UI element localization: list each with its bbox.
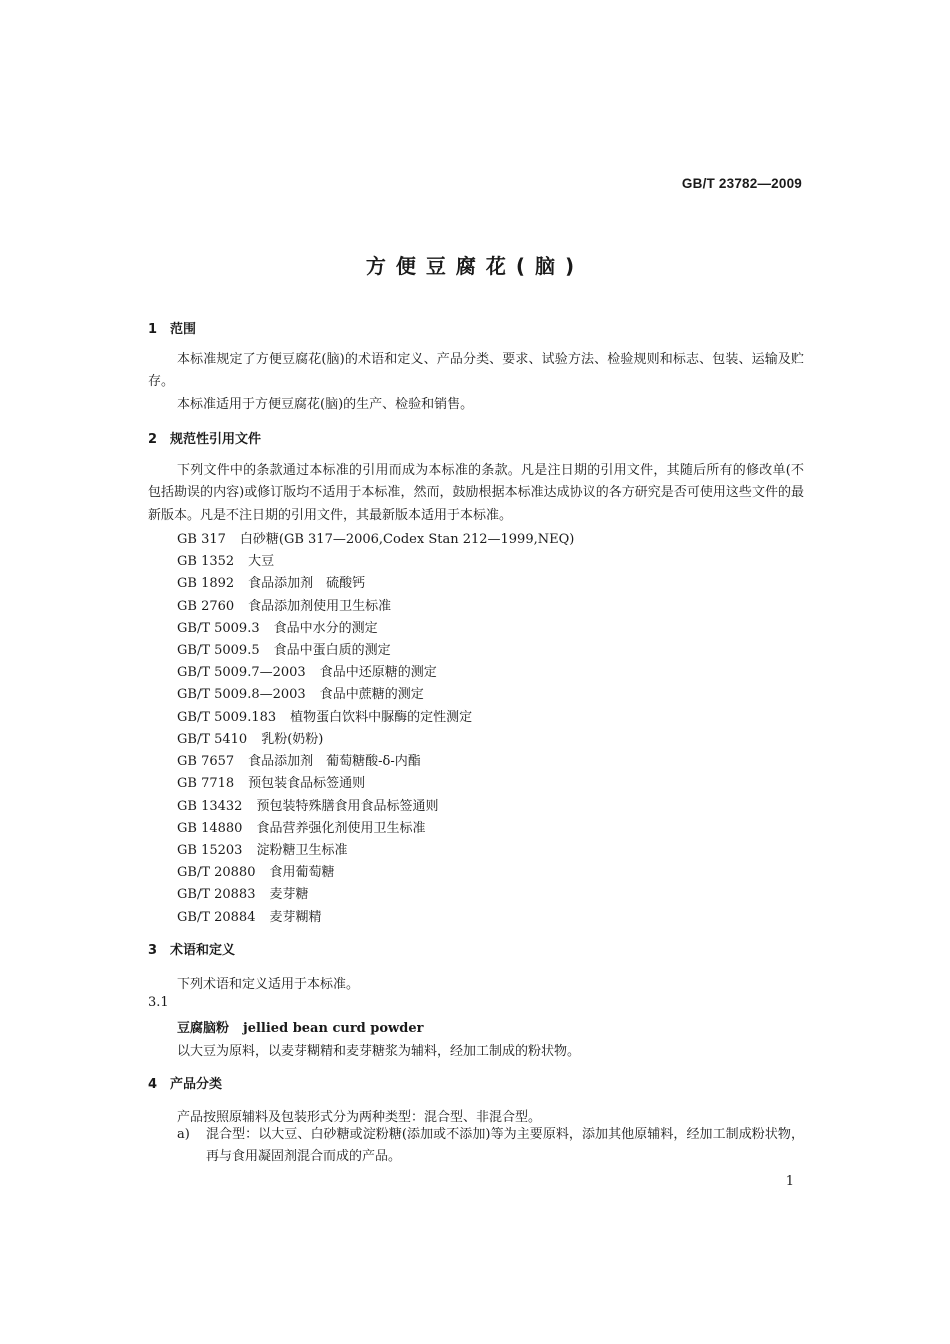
reference-title: 食品营养强化剂使用卫生标准 — [256, 821, 426, 836]
reference-code: GB/T 5410 — [177, 732, 248, 747]
reference-code: GB 13432 — [177, 799, 243, 814]
reference-code: GB 2760 — [177, 599, 235, 614]
reference-item — [177, 795, 438, 814]
reference-code: GB/T 5009.183 — [177, 710, 277, 725]
reference-item — [177, 883, 309, 902]
reference-title: 食品中水分的测定 — [273, 621, 378, 636]
reference-item — [177, 772, 365, 791]
reference-title: 食品中蛋白质的测定 — [273, 643, 391, 658]
reference-code: GB 317 — [177, 532, 226, 547]
reference-title: 预包装特殊膳食用食品标签通则 — [256, 799, 439, 814]
reference-item — [177, 817, 425, 836]
reference-title: 食品添加剂 葡萄糖酸-δ-内酯 — [248, 754, 421, 769]
reference-code: GB 14880 — [177, 821, 243, 836]
reference-code: GB/T 5009.7—2003 — [177, 665, 306, 680]
term-entry — [177, 1017, 423, 1036]
scope-paragraph-1: 本标准规定了方便豆腐花(脑)的术语和定义、产品分类、要求、试验方法、检验规则和标志、包装、运输及贮存。 — [148, 352, 804, 390]
term-chinese: 豆腐脑粉 — [177, 1021, 230, 1036]
reference-code: GB 7718 — [177, 776, 235, 791]
reference-code: GB 15203 — [177, 843, 243, 858]
reference-title: 淀粉糖卫生标准 — [256, 843, 348, 858]
reference-item — [177, 861, 335, 880]
standard-number: GB/T 23782—2009 — [681, 176, 802, 191]
reference-item — [177, 839, 347, 858]
reference-item — [177, 683, 424, 702]
subclause-number: 3.1 — [148, 995, 169, 1010]
reference-item — [177, 906, 322, 925]
reference-title: 食品中蔗糖的测定 — [319, 687, 424, 702]
reference-title: 食品添加剂 硫酸钙 — [248, 576, 366, 591]
section-title: 规范性引用文件 — [170, 432, 262, 447]
reference-title: 植物蛋白饮料中脲酶的定性测定 — [290, 710, 473, 725]
reference-title: 食品添加剂使用卫生标准 — [248, 599, 392, 614]
term-definition: 以大豆为原料，以麦芽糊精和麦芽糖浆为辅料，经加工制成的粉状物。 — [177, 1044, 581, 1059]
reference-code: GB 7657 — [177, 754, 235, 769]
section-number: 1 — [148, 322, 158, 337]
reference-item — [177, 595, 391, 614]
reference-code: GB/T 5009.5 — [177, 643, 260, 658]
reference-title: 大豆 — [248, 554, 275, 569]
reference-item — [177, 528, 574, 547]
reference-item — [177, 550, 274, 569]
terms-intro: 下列术语和定义适用于本标准。 — [177, 977, 360, 992]
section-title: 产品分类 — [170, 1077, 223, 1092]
reference-title: 食用葡萄糖 — [269, 865, 335, 880]
classification-intro: 产品按照原辅料及包装形式分为两种类型：混合型、非混合型。 — [177, 1110, 542, 1125]
section-4-heading — [148, 1073, 222, 1092]
reference-title: 麦芽糊精 — [269, 910, 322, 925]
reference-item — [177, 661, 437, 680]
term-english: jellied bean curd powder — [243, 1021, 424, 1036]
reference-item — [177, 706, 472, 725]
reference-code: GB/T 20883 — [177, 887, 256, 902]
section-number: 4 — [148, 1077, 158, 1092]
reference-code: GB/T 20880 — [177, 865, 256, 880]
page-number: 1 — [785, 1174, 794, 1189]
references-intro: 下列文件中的条款通过本标准的引用而成为本标准的条款。凡是注日期的引用文件，其随后所有的修改单(不包括勘误的内容)或修订版均不适用于本标准，然而，鼓励根据本标准达成协议的各方研究是否可使用这些文件的最新版本。凡是不注日期的引用文件，其最新版本适用于本标准。 — [148, 463, 804, 523]
reference-code: GB/T 5009.8—2003 — [177, 687, 306, 702]
reference-title: 食品中还原糖的测定 — [319, 665, 437, 680]
list-item-text: 混合型：以大豆、白砂糖或淀粉糖(添加或不添加)等为主要原料，添加其他原辅料，经加工制成粉状物，再与食用凝固剂混合而成的产品。 — [206, 1127, 804, 1165]
reference-title: 乳粉(奶粉) — [261, 732, 324, 747]
section-2-heading — [148, 428, 261, 447]
list-marker: a) — [177, 1127, 190, 1142]
reference-item — [177, 617, 378, 636]
section-number: 3 — [148, 943, 158, 958]
reference-code: GB 1892 — [177, 576, 235, 591]
section-number: 2 — [148, 432, 158, 447]
reference-item — [177, 639, 391, 658]
reference-code: GB/T 20884 — [177, 910, 256, 925]
scope-paragraph-2: 本标准适用于方便豆腐花(脑)的生产、检验和销售。 — [177, 397, 474, 412]
reference-code: GB 1352 — [177, 554, 235, 569]
list-item — [177, 1124, 804, 1169]
reference-item — [177, 572, 365, 591]
reference-item — [177, 728, 323, 747]
section-title: 术语和定义 — [170, 943, 236, 958]
reference-code: GB/T 5009.3 — [177, 621, 260, 636]
reference-title: 预包装食品标签通则 — [248, 776, 366, 791]
section-title: 范围 — [170, 322, 197, 337]
section-3-heading — [148, 939, 235, 958]
section-1-heading — [148, 318, 196, 337]
reference-title: 白砂糖(GB 317—2006,Codex Stan 212—1999,NEQ) — [239, 532, 575, 547]
document-title: 方便豆腐花(脑) — [365, 254, 585, 278]
reference-item — [177, 750, 421, 769]
reference-title: 麦芽糖 — [269, 887, 309, 902]
